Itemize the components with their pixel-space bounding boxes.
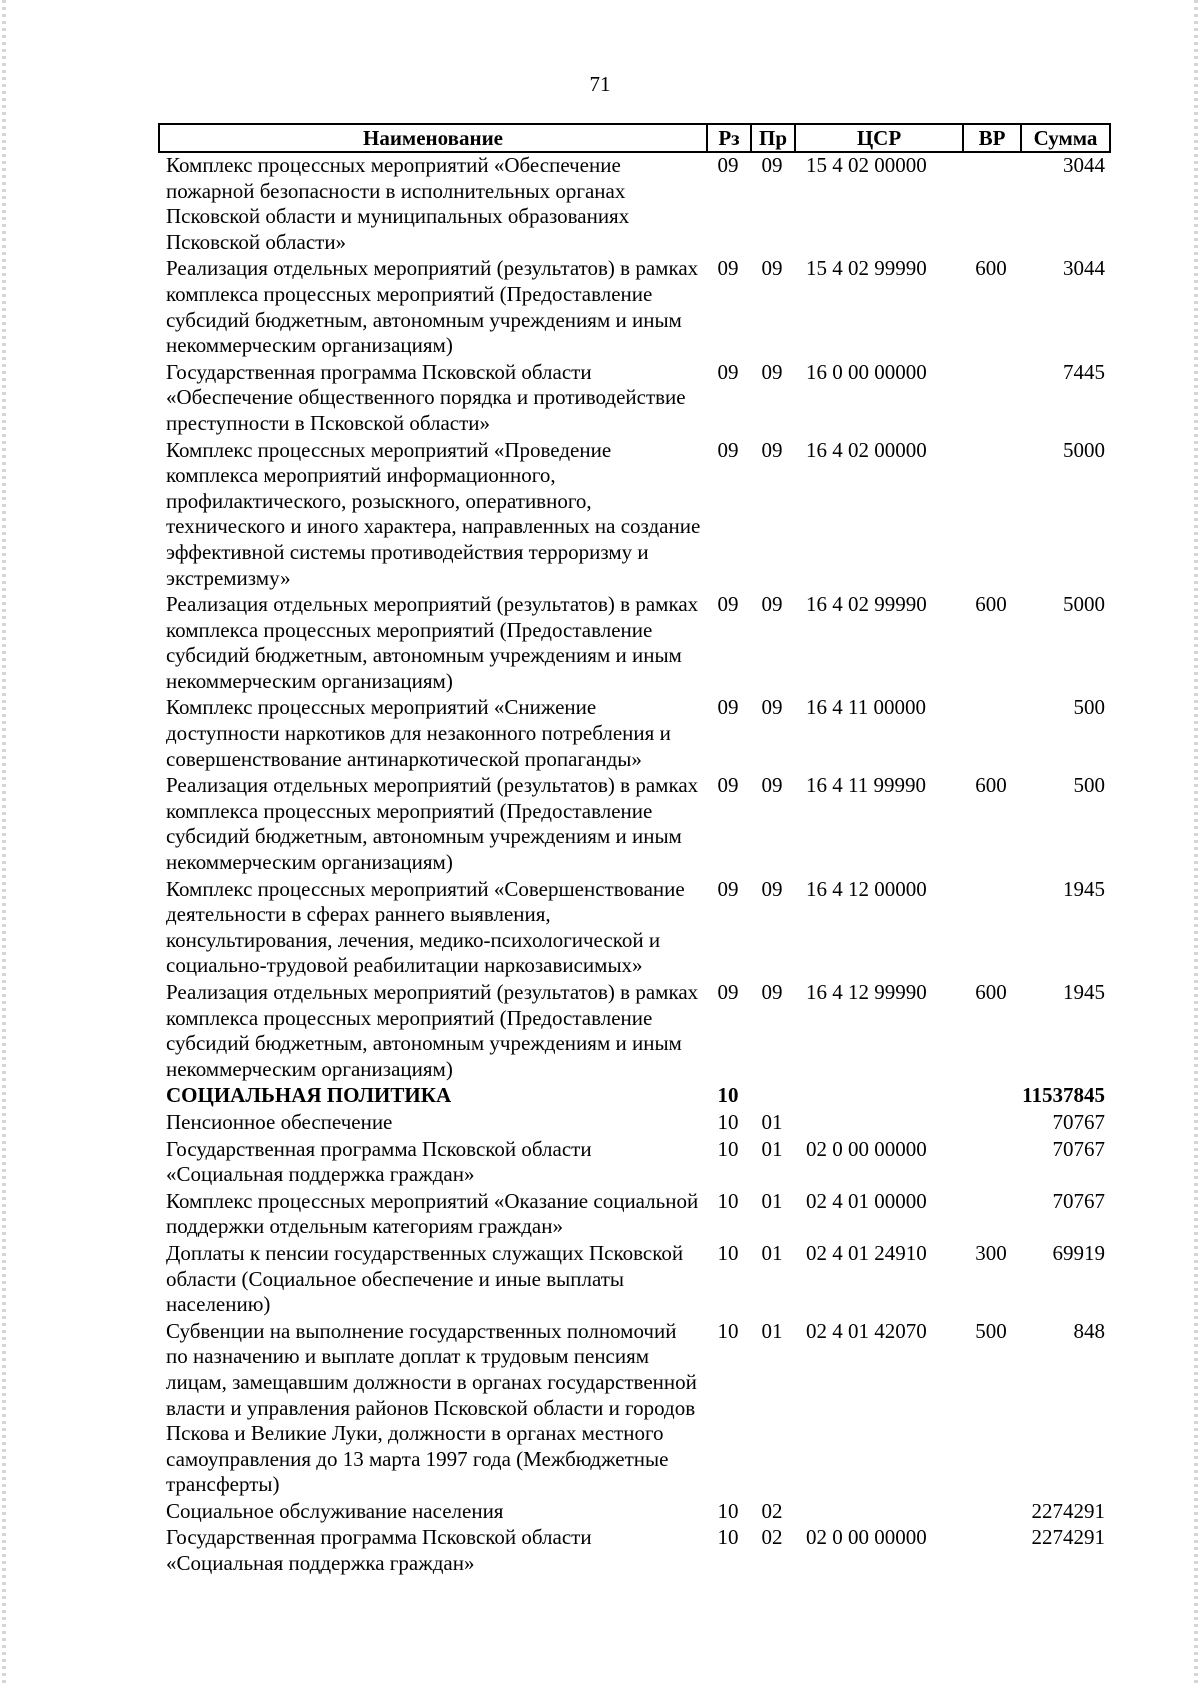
cell-name: Комплекс процессных мероприятий «Проведение комплекса мероприятий информационного, профилактического, розыскного, оперативного, технического и иного характера, направленных на создание эффективной системы противодействия терроризму и экстремизму»	[166, 437, 701, 590]
cell-pr: 01	[761, 1136, 783, 1161]
cell-name: Реализация отдельных мероприятий (результатов) в рамках комплекса процессных мероприятий (Предоставление субсидий бюджетным, автономным учреждениям и иным некоммерческим организациям)	[166, 592, 699, 693]
table-row	[158, 1188, 1111, 1240]
cell-csr: 16 4 12 00000	[806, 876, 927, 901]
cell-pr: 09	[761, 773, 783, 798]
cell-sum: 500	[1073, 773, 1105, 798]
cell-vr: 500	[975, 1318, 1007, 1343]
cell-rz: 09	[717, 256, 739, 281]
table-row	[158, 591, 1111, 694]
cell-rz: 10	[717, 1318, 739, 1343]
cell-csr: 02 0 00 00000	[806, 1525, 927, 1550]
cell-sum: 1945	[1063, 876, 1105, 901]
header-rz: Рз	[706, 123, 750, 153]
table-row	[158, 255, 1111, 358]
cell-csr: 16 0 00 00000	[806, 359, 927, 384]
cell-name: Государственная программа Псковской области «Социальная поддержка граждан»	[166, 1525, 592, 1576]
cell-vr	[962, 1082, 1020, 1109]
cell-pr: 09	[761, 980, 783, 1004]
cell-pr	[750, 1082, 794, 1109]
cell-name: Реализация отдельных мероприятий (результатов) в рамках комплекса процессных мероприятий (Предоставление субсидий бюджетным, автономным учреждениям и иным некоммерческим организациям)	[166, 980, 699, 1081]
table-row	[158, 694, 1111, 772]
cell-pr: 09	[761, 695, 783, 720]
scan-edge-right	[1194, 0, 1198, 1686]
cell-pr: 09	[761, 437, 783, 462]
cell-name: Комплекс процессных мероприятий «Оказание социальной поддержки отдельным категориям граждан»	[166, 1188, 699, 1239]
cell-sum: 70767	[1052, 1188, 1105, 1213]
cell-rz: 10	[717, 1188, 739, 1213]
cell-sum: 5000	[1063, 437, 1105, 462]
cell-pr: 01	[761, 1109, 783, 1134]
cell-csr: 15 4 02 00000	[806, 153, 927, 177]
cell-sum: 500	[1073, 695, 1105, 720]
cell-pr: 09	[761, 256, 783, 281]
cell-name: СОЦИАЛЬНАЯ ПОЛИТИКА	[166, 1083, 452, 1108]
cell-name: Реализация отдельных мероприятий (результатов) в рамках комплекса процессных мероприятий (Предоставление субсидий бюджетным, автономным учреждениям и иным некоммерческим организациям)	[166, 256, 699, 358]
cell-vr: 300	[975, 1240, 1007, 1265]
cell-csr: 16 4 11 99990	[806, 773, 926, 798]
cell-rz: 10	[717, 1136, 739, 1161]
cell-vr	[962, 1136, 1020, 1188]
cell-vr	[962, 1109, 1020, 1136]
cell-rz: 09	[717, 773, 739, 798]
table-row	[158, 1136, 1111, 1188]
cell-vr	[962, 437, 1020, 592]
scan-edge-left	[2, 0, 6, 1686]
cell-csr: 16 4 02 99990	[806, 592, 927, 617]
table-row	[158, 437, 1111, 592]
cell-sum: 1945	[1063, 980, 1105, 1004]
cell-vr: 600	[975, 592, 1007, 617]
cell-rz: 10	[717, 1240, 739, 1265]
cell-sum: 3044	[1063, 153, 1105, 177]
cell-pr: 09	[761, 153, 783, 177]
cell-pr: 01	[761, 1318, 783, 1343]
cell-name: Субвенции на выполнение государственных полномочий по назначению и выплате доплат к трудовым пенсиям лицам, замещавшим должности в органах государственной власти и управления районов Псковской области и городов Пскова и Великие Луки, должности в органах местного самоуправления до 13 марта 1997 года (Межбюджетные трансферты)	[166, 1318, 697, 1497]
cell-csr	[794, 1498, 962, 1525]
header-csr: ЦСР	[794, 123, 962, 153]
cell-csr: 02 0 00 00000	[806, 1136, 927, 1161]
cell-sum: 11537845	[1022, 1083, 1105, 1108]
cell-rz: 10	[717, 1498, 739, 1523]
cell-csr	[794, 1082, 962, 1109]
table-row	[158, 1318, 1111, 1498]
table-row	[158, 153, 1111, 255]
cell-sum: 2274291	[1031, 1498, 1105, 1523]
cell-rz: 09	[717, 153, 739, 177]
cell-sum: 7445	[1063, 359, 1105, 384]
cell-rz: 09	[717, 592, 739, 617]
cell-csr: 02 4 01 24910	[806, 1240, 927, 1265]
cell-pr: 09	[761, 359, 783, 384]
cell-vr: 600	[975, 256, 1007, 281]
cell-name: Комплекс процессных мероприятий «Совершенствование деятельности в сферах раннего выявления, консультирования, лечения, медико-психологической и социально-трудовой реабилитации наркозависимых»	[166, 876, 685, 978]
budget-table	[158, 123, 1111, 1577]
table-row	[158, 1498, 1111, 1525]
cell-rz: 09	[717, 359, 739, 384]
cell-sum: 2274291	[1031, 1525, 1105, 1550]
cell-vr: 600	[975, 980, 1007, 1004]
cell-vr	[962, 876, 1020, 979]
cell-name: Социальное обслуживание населения	[166, 1498, 504, 1523]
cell-sum: 3044	[1063, 256, 1105, 281]
table-body	[158, 153, 1111, 1577]
cell-pr: 01	[761, 1240, 783, 1265]
cell-vr	[962, 153, 1020, 255]
cell-vr	[962, 359, 1020, 437]
cell-sum: 70767	[1052, 1109, 1105, 1134]
cell-rz: 09	[717, 437, 739, 462]
cell-name: Комплекс процессных мероприятий «Обеспечение пожарной безопасности в исполнительных органах Псковской области и муниципальных образованиях Псковской области»	[166, 153, 630, 254]
cell-csr	[794, 1109, 962, 1136]
cell-csr: 16 4 02 00000	[806, 437, 927, 462]
cell-sum: 70767	[1052, 1136, 1105, 1161]
cell-rz: 09	[717, 876, 739, 901]
cell-name: Доплаты к пенсии государственных служащих Псковской области (Социальное обеспечение и иные выплаты населению)	[166, 1240, 684, 1317]
cell-name: Реализация отдельных мероприятий (результатов) в рамках комплекса процессных мероприятий (Предоставление субсидий бюджетным, автономным учреждениям и иным некоммерческим организациям)	[166, 773, 699, 875]
table-row	[158, 359, 1111, 437]
cell-csr: 16 4 11 00000	[806, 695, 926, 720]
table-row	[158, 979, 1111, 1082]
header-vr: ВР	[962, 123, 1020, 153]
cell-name: Комплекс процессных мероприятий «Снижение доступности наркотиков для незаконного потребления и совершенствование антинаркотической пропаганды»	[166, 695, 671, 771]
cell-sum: 69919	[1052, 1240, 1105, 1265]
cell-rz: 09	[717, 980, 739, 1004]
cell-rz: 10	[717, 1109, 739, 1134]
cell-vr	[962, 694, 1020, 772]
cell-pr: 09	[761, 876, 783, 901]
cell-csr: 02 4 01 00000	[806, 1188, 927, 1213]
cell-csr: 15 4 02 99990	[806, 256, 927, 281]
cell-vr	[962, 1498, 1020, 1525]
cell-pr: 09	[761, 592, 783, 617]
cell-rz: 10	[717, 1083, 739, 1108]
cell-name: Государственная программа Псковской области «Социальная поддержка граждан»	[166, 1136, 592, 1187]
table-row	[158, 876, 1111, 979]
cell-pr: 02	[761, 1498, 783, 1523]
cell-csr: 16 4 12 99990	[806, 980, 927, 1004]
header-pr: Пр	[750, 123, 794, 153]
table-row	[158, 1109, 1111, 1136]
cell-vr	[962, 1188, 1020, 1240]
header-name: Наименование	[158, 123, 706, 153]
cell-sum: 5000	[1063, 592, 1105, 617]
cell-pr: 02	[761, 1525, 783, 1550]
header-sum: Сумма	[1020, 123, 1111, 153]
cell-vr	[962, 1524, 1020, 1576]
table-header	[158, 123, 1111, 153]
cell-pr: 01	[761, 1188, 783, 1213]
table-row	[158, 772, 1111, 875]
cell-name: Государственная программа Псковской области «Обеспечение общественного порядка и противодействие преступности в Псковской области»	[166, 359, 686, 435]
cell-vr: 600	[975, 773, 1007, 798]
table-row	[158, 1082, 1111, 1109]
table-row	[158, 1240, 1111, 1318]
table-row	[158, 1524, 1111, 1576]
cell-rz: 09	[717, 695, 739, 720]
page-number: 71	[589, 72, 611, 96]
cell-rz: 10	[717, 1525, 739, 1550]
cell-csr: 02 4 01 42070	[806, 1318, 927, 1343]
cell-sum: 848	[1073, 1318, 1105, 1343]
cell-name: Пенсионное обеспечение	[166, 1109, 393, 1134]
